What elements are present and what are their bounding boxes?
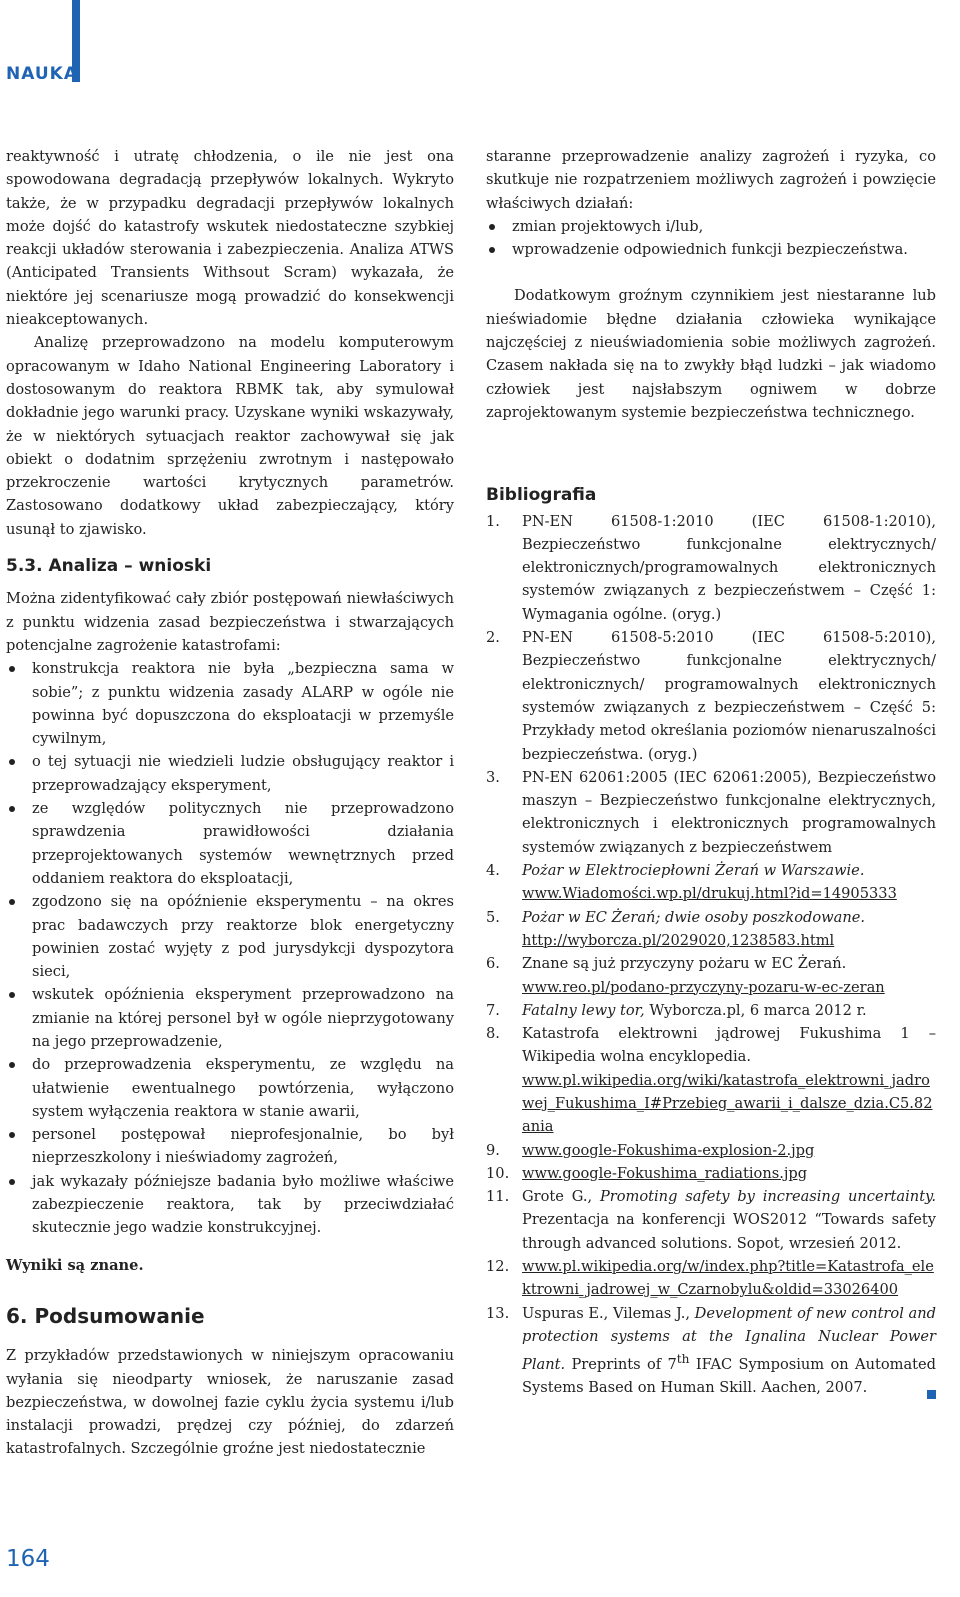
reference-link[interactable]: www.reo.pl/podano-przyczyny-pozaru-w-ec-zeran [522, 978, 885, 996]
reference-link[interactable]: www.google-Fokushima_radiations.jpg [522, 1164, 808, 1182]
reference-link[interactable]: www.pl.wikipedia.org/wiki/katastrofa_elektrowni_jadrowej_Fukushima_I#Przebieg_awarii_i_dalsze_dzia.C5.82ania [522, 1071, 933, 1136]
bullet-list [486, 215, 936, 262]
bibliography-entry [486, 1302, 936, 1400]
bibliography-entry [486, 1022, 936, 1138]
bibliography-entry [486, 766, 936, 859]
entry-detail: Preprints of 7 [565, 1356, 677, 1374]
paragraph: Analizę przeprowadzono na modelu komputerowym opracowanym w Idaho National Engineering Laboratory i dostosowanym do reaktora RBMK tak, aby symulował dokładnie jego warunki pracy. Uzyskane wyniki wskazywały, że w niektórych sytuacjach reaktor zachowywał się jak obiekt o dodatnim sprzężeniu zwrotnym i następowało przekroczenie wartości krytycznych parametrów. Zastosowano dodatkowy układ zabezpieczający, który usunął to zjawisko. [6, 334, 454, 538]
list-item: do przeprowadzenia eksperymentu, ze względu na ułatwienie ewentualnego powtórzenia, wyłączono system wyłączenia reaktora w stanie awarii, [6, 1053, 454, 1123]
entry-text [522, 1162, 936, 1185]
reference-link[interactable]: www.pl.wikipedia.org/w/index.php?title=Katastrofa_elektrowni_jadrowej_w_Czarnobylu&oldid=33026400 [522, 1258, 934, 1299]
entry-number: 5. [486, 908, 500, 926]
entry-number: 2. [486, 629, 500, 647]
list-item: jak wykazały późniejsze badania było możliwe właściwe zabezpieczenie reaktora, tak by przeciwdziałać skutecznie jego wadzie konstrukcyjnej. [6, 1170, 454, 1240]
entry-text [522, 906, 936, 953]
entry-detail: IFAC Symposium on Automated Systems Based on Human Skill. Aachen, 2007. [522, 1356, 936, 1397]
conclusion: Wyniki są znane. [6, 1256, 144, 1274]
entry-detail: PN-EN 61508-5:2010 (IEC 61508-5:2010), Bezpieczeństwo funkcjonalne elektrycznych/ elektronicznych/ programowalnych elektronicznych systemów związanych z bezpieczeństwem – Część 5: Przykłady metod określania poziomów nienaruszalności bezpieczeństwa. (oryg.) [522, 629, 936, 763]
list-item: wskutek opóźnienia eksperyment przeprowadzono na zmianie na której personel był w ogóle nieprzygotowany na jego przeprowadzenie, [6, 983, 454, 1053]
entry-text [522, 1255, 936, 1302]
entry-detail: Prezentacja na konferencji WOS2012 “Towards safety through advanced solutions. Sopot, wrzesień 2012. [522, 1211, 936, 1252]
entry-number: 8. [486, 1025, 500, 1043]
entry-title: Pożar w Elektrociepłowni Żerań w Warszawie. [522, 862, 865, 880]
list-item: personel postępował nieprofesjonalnie, bo był nieprzeszkolony i nieświadomy zagrożeń, [6, 1123, 454, 1170]
right-column [486, 145, 936, 1400]
bibliography-entry [486, 1185, 936, 1255]
bibliography-entry [486, 1139, 936, 1162]
entry-detail: Katastrofa elektrowni jądrowej Fukushima 1 – Wikipedia wolna encyklopedia. [522, 1025, 936, 1066]
entry-detail: Znane są już przyczyny pożaru w EC Żerań. [522, 955, 847, 973]
page-number: 164 [6, 1546, 50, 1572]
entry-number: 10. [486, 1164, 510, 1182]
entry-number: 6. [486, 955, 500, 973]
paragraph: Można zidentyfikować cały zbiór postępowań niewłaściwych z punktu widzenia zasad bezpieczeństwa i stwarzających potencjalne zagrożenie katastrofami: [6, 590, 454, 654]
bibliography-entry [486, 952, 936, 999]
entry-text [522, 510, 936, 626]
bibliography-entry [486, 906, 936, 953]
entry-text [522, 766, 936, 859]
entry-number: 9. [486, 1141, 500, 1159]
bibliography-entry [486, 1255, 936, 1302]
entry-number: 13. [486, 1304, 510, 1322]
reference-link[interactable]: www.google-Fokushima-explosion-2.jpg [522, 1141, 815, 1159]
entry-number: 1. [486, 512, 500, 530]
paragraph: Dodatkowym groźnym czynnikiem jest niestaranne lub nieświadomie błędne działania człowieka wynikające najczęściej z nieuświadomienia sobie możliwych zagrożeń. Czasem nakłada się na to zwykły błąd ludzki – jak wiadomo człowiek jest najsłabszym ogniwem w dobrze zaprojektowanym systemie bezpieczeństwa technicznego. [486, 287, 936, 421]
entry-number: 11. [486, 1188, 510, 1206]
end-of-article-mark [927, 1390, 936, 1399]
section-tag: NAUKA [6, 64, 78, 84]
entry-text [522, 999, 936, 1022]
entry-number: 7. [486, 1001, 500, 1019]
list-item: o tej sytuacji nie wiedzieli ludzie obsługujący reaktor i przeprowadzający eksperyment, [6, 750, 454, 797]
paragraph: reaktywność i utratę chłodzenia, o ile nie jest ona spowodowana degradacją przepływów lokalnych. Wykryto także, że w przypadku degradacji przepływów lokalnych może dojść do katastrofy wskutek niedostateczne szybkiej reakcji układów sterowania i zabezpieczenia. Analiza ATWS (Anticipated Transients Withsout Scram) wykazała, że niektóre jej scenariusze mogą prowadzić do konsekwencji nieakceptowanych. [6, 148, 454, 329]
entry-text [522, 1302, 936, 1400]
entry-text [522, 626, 936, 766]
bibliography-entry [486, 999, 936, 1022]
section-heading: 6. Podsumowanie [6, 1303, 205, 1328]
entry-number: 12. [486, 1258, 510, 1276]
list-item: zgodzono się na opóźnienie eksperymentu – na okres prac badawczych przy reaktorze blok energetyczny powinien zostać wyjęty z pod jurysdykcji dyspozytora sieci, [6, 890, 454, 983]
bibliography-list [486, 510, 936, 1400]
entry-superscript: th [676, 1352, 690, 1367]
reference-link[interactable]: www.Wiadomości.wp.pl/drukuj.html?id=14905333 [522, 885, 897, 903]
paragraph: staranne przeprowadzenie analizy zagrożeń i ryzyka, co skutkuje nie rozpatrzeniem możliwych zagrożeń i powzięcie właściwych działań: [486, 148, 936, 212]
left-column [6, 145, 454, 1461]
entry-detail: PN-EN 62061:2005 (IEC 62061:2005), Bezpieczeństwo maszyn – Bezpieczeństwo funkcjonalne elektrycznych, elektronicznych i elektronicznych programowalnych systemów związanych z bezpieczeństwem [522, 768, 936, 856]
list-item: zmian projektowych i/lub, [486, 215, 936, 238]
entry-title: Fatalny lewy tor, [522, 1001, 645, 1019]
section-heading: 5.3. Analiza – wnioski [6, 556, 212, 577]
entry-detail: PN-EN 61508-1:2010 (IEC 61508-1:2010), Bezpieczeństwo funkcjonalne elektrycznych/ elektronicznych/programowalnych elektronicznych systemów związanych z bezpieczeństwem – Część 1: Wymagania ogólne. (oryg.) [522, 512, 936, 623]
entry-title: Promoting safety by increasing uncertainty. [599, 1188, 936, 1206]
entry-title: Development of new control and protection systems at the Ignalina Nuclear Power Plant. [522, 1304, 936, 1374]
reference-link[interactable]: http://wyborcza.pl/2029020,1238583.html [522, 931, 835, 949]
bullet-list [6, 657, 454, 1239]
bibliography-heading: Bibliografia [486, 485, 597, 506]
list-item: wprowadzenie odpowiednich funkcji bezpieczeństwa. [486, 238, 936, 261]
list-item: ze względów politycznych nie przeprowadzono sprawdzenia prawidłowości działania przeprojektowanych systemów wewnętrznych przed oddaniem reaktora do eksploatacji, [6, 797, 454, 890]
entry-text [522, 952, 936, 999]
bibliography-entry [486, 626, 936, 766]
bibliography-entry [486, 510, 936, 626]
entry-text [522, 859, 936, 906]
entry-text [522, 1139, 936, 1162]
entry-detail: Grote G., [522, 1188, 600, 1206]
bibliography-entry [486, 859, 936, 906]
list-item: konstrukcja reaktora nie była „bezpieczna sama w sobie”; z punktu widzenia zasady ALARP w ogóle nie powinna być dopuszczona do eksploatacji w przemyśle cywilnym, [6, 657, 454, 750]
paragraph: Z przykładów przedstawionych w niniejszym opracowaniu wyłania się nieodparty wniosek, że naruszanie zasad bezpieczeństwa, w dowolnej fazie cyklu życia systemu i/lub instalacji prowadzi, prędzej czy później, do zdarzeń katastrofalnych. Szczególnie groźne jest niedostatecznie [6, 1347, 454, 1458]
bibliography-entry [486, 1162, 936, 1185]
entry-text [522, 1185, 936, 1255]
entry-detail: Uspuras E., Vilemas J., [522, 1304, 695, 1322]
entry-number: 3. [486, 768, 500, 786]
entry-title: Pożar w EC Żerań; dwie osoby poszkodowane. [522, 908, 866, 926]
entry-detail: Wyborcza.pl, 6 marca 2012 r. [644, 1001, 867, 1019]
entry-number: 4. [486, 862, 500, 880]
entry-text [522, 1022, 936, 1138]
